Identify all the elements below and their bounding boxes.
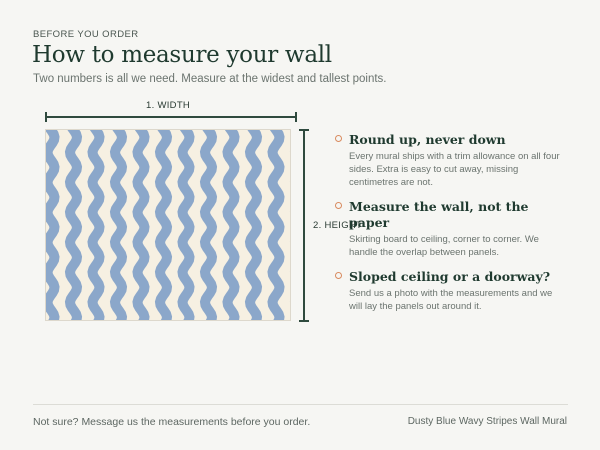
bullet-circle-icon <box>335 272 342 279</box>
wavy-stripe <box>48 130 55 321</box>
width-measure-cap-left <box>45 112 47 122</box>
tip-item <box>335 269 565 313</box>
wavy-stripe <box>250 130 257 321</box>
wavy-stripe <box>93 130 100 321</box>
height-measure-cap-top <box>299 129 309 131</box>
height-label: 2. HEIGHT <box>313 220 363 231</box>
page-subtitle: Two numbers is all we need. Measure at the widest and tallest points. <box>33 73 387 85</box>
wavy-stripe <box>183 130 190 321</box>
footer-divider <box>33 404 568 405</box>
tip-title: Round up, never down <box>349 132 506 147</box>
footer-help-text: Not sure? Message us the measurements before you order. <box>33 416 311 428</box>
tip-title: Measure the wall, not the paper <box>349 199 529 230</box>
wavy-stripe <box>228 130 235 321</box>
tip-item <box>335 199 565 259</box>
footer-product-name: Dusty Blue Wavy Stripes Wall Mural <box>407 416 567 427</box>
tips-list <box>335 132 565 323</box>
tip-title: Sloped ceiling or a doorway? <box>349 269 551 284</box>
width-measure-cap-right <box>295 112 297 122</box>
tip-body: Send us a photo with the measurements and we will lay the panels out around it. <box>349 288 553 312</box>
tip-body: Skirting board to ceiling, corner to corner. We handle the overlap between panels. <box>349 234 539 258</box>
bullet-circle-icon <box>335 202 342 209</box>
wavy-stripe <box>70 130 77 321</box>
tip-body: Every mural ships with a trim allowance on all four sides. Extra is easy to cut away, missing centimetres are not. <box>349 151 560 188</box>
wavy-stripes-pattern <box>46 130 291 321</box>
wavy-stripe <box>115 130 122 321</box>
wall-preview-image <box>45 129 291 321</box>
height-measure-cap-bottom <box>299 320 309 322</box>
wavy-stripe <box>160 130 167 321</box>
width-label: 1. WIDTH <box>146 100 191 111</box>
width-measure-line <box>45 116 297 118</box>
eyebrow-label: BEFORE YOU ORDER <box>33 29 139 40</box>
height-measure-line <box>303 129 305 321</box>
wavy-stripe <box>138 130 145 321</box>
bullet-circle-icon <box>335 135 342 142</box>
tip-item <box>335 132 565 189</box>
page-title: How to measure your wall <box>32 42 332 68</box>
wavy-stripe <box>205 130 212 321</box>
wavy-stripe <box>273 130 280 321</box>
